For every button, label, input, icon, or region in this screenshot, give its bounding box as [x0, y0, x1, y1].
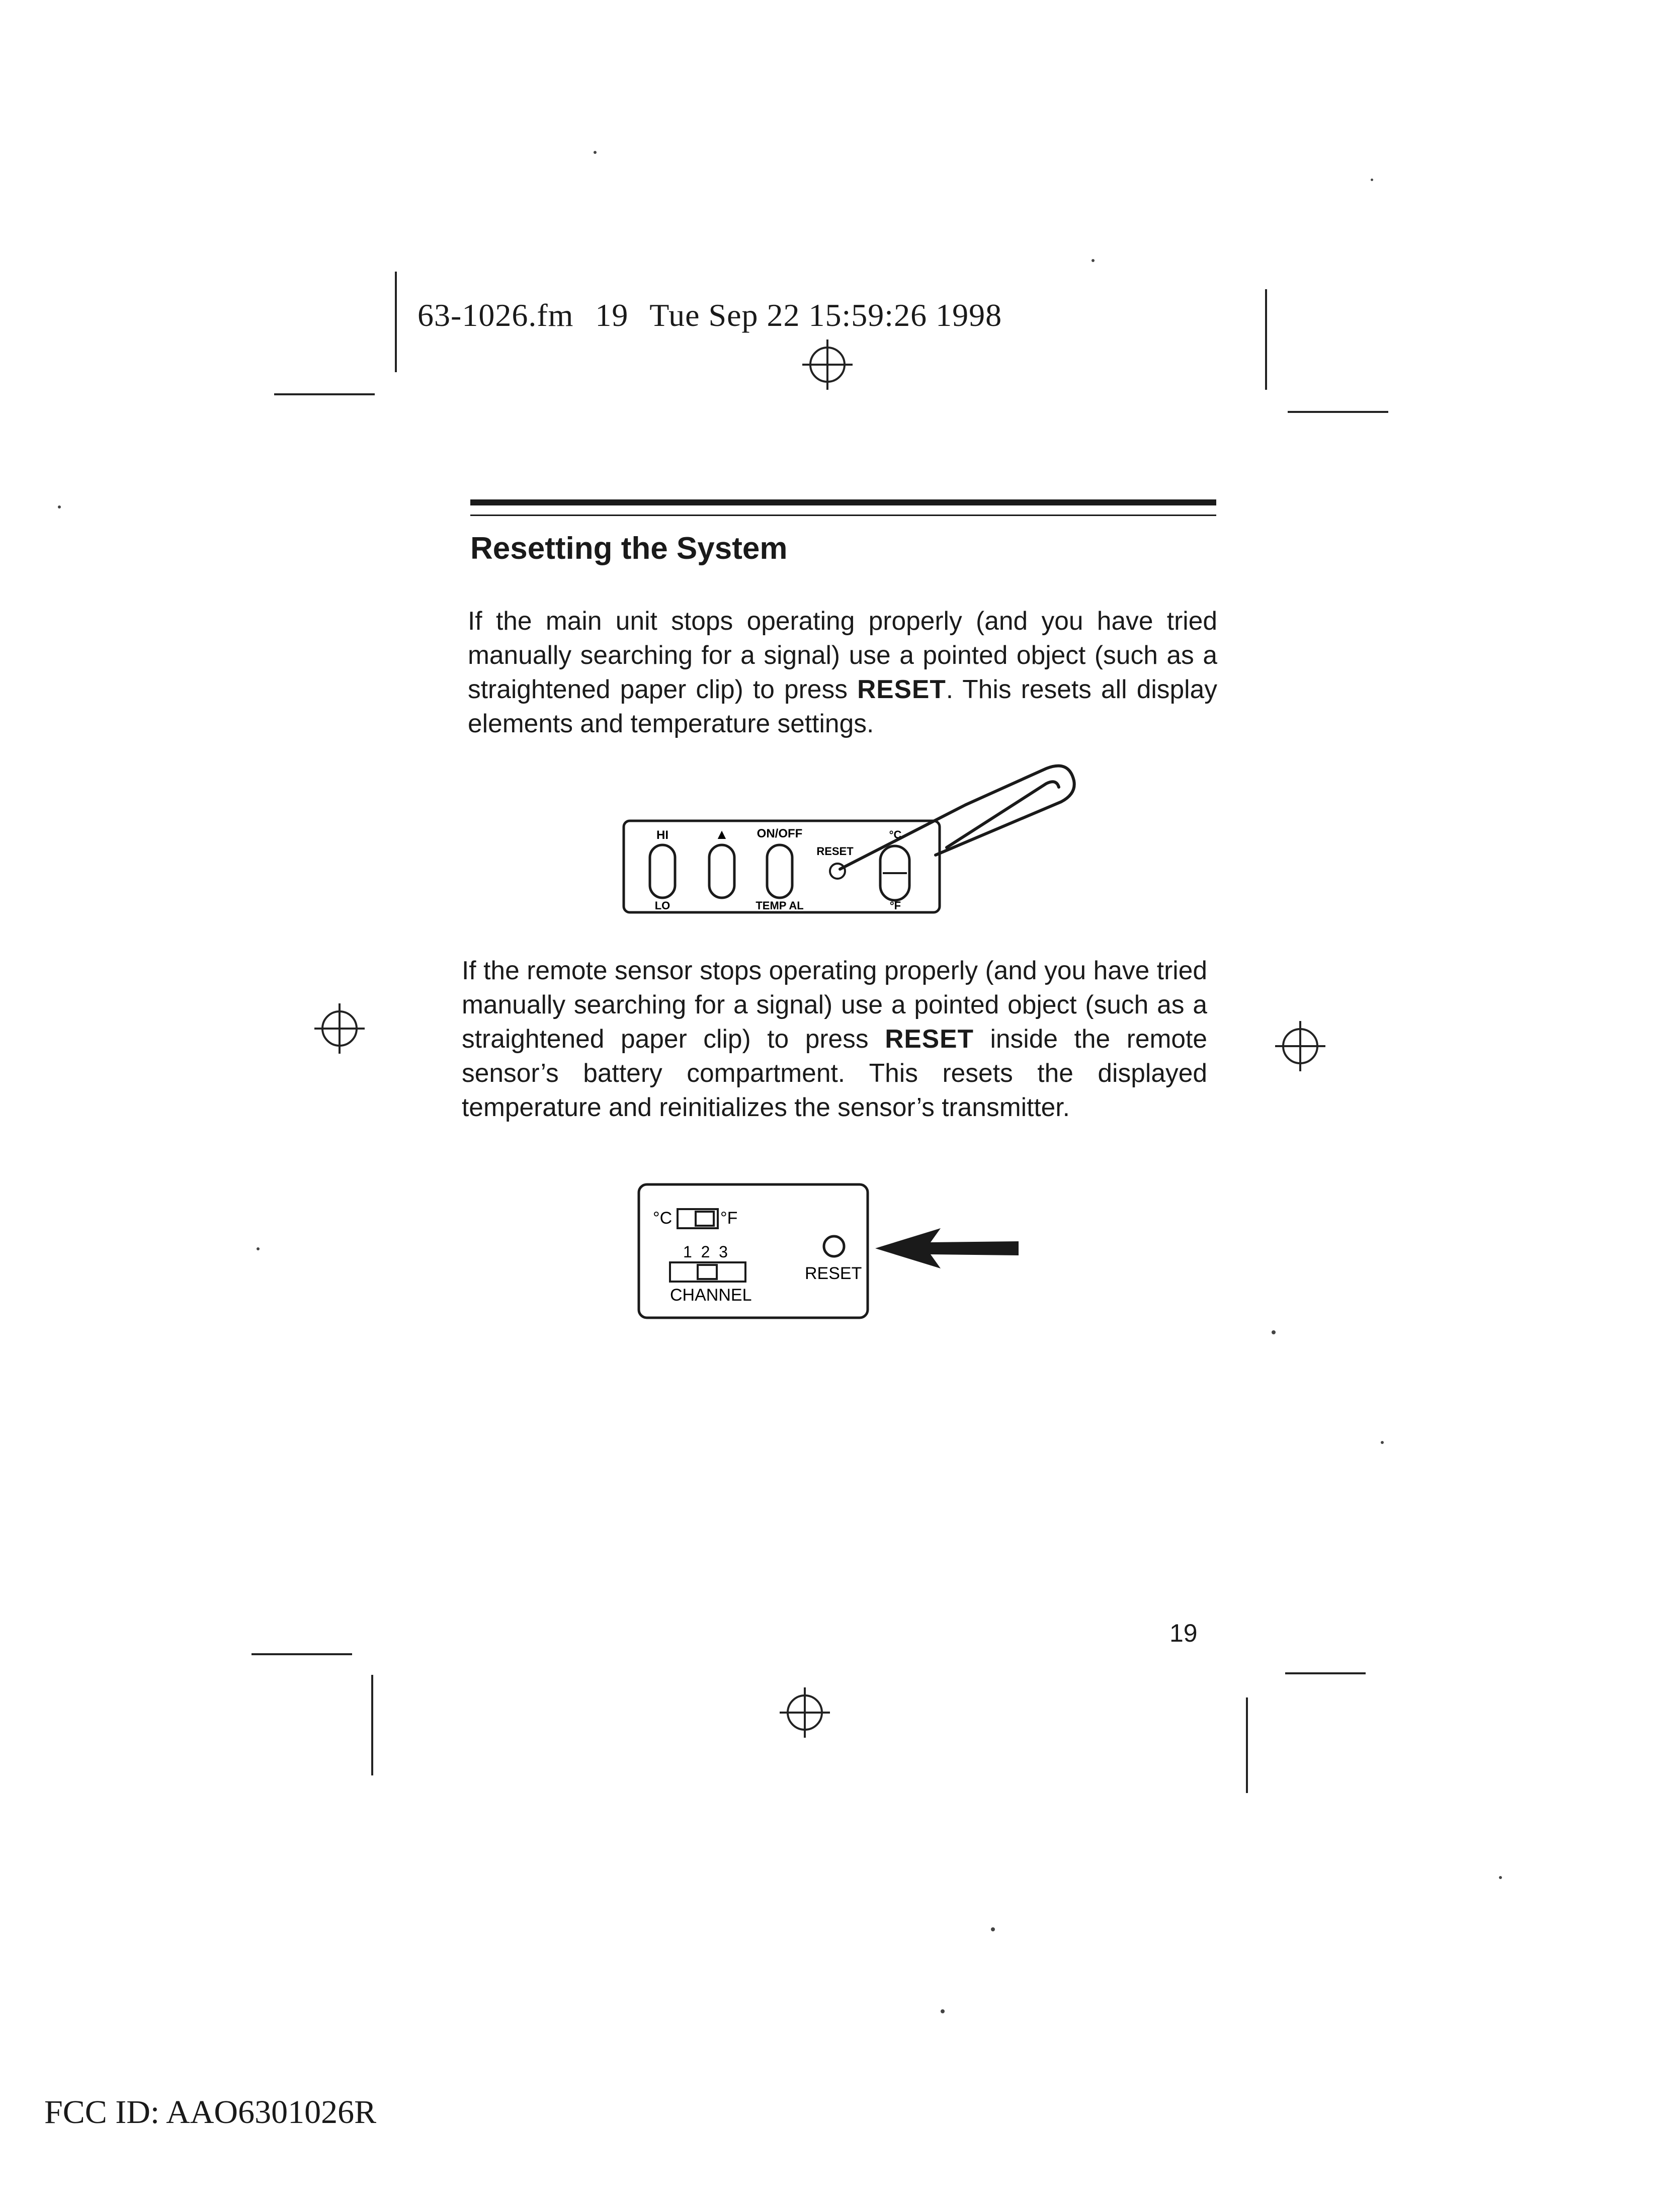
registration-mark-icon	[777, 1685, 832, 1740]
scan-speck	[257, 1247, 260, 1250]
paragraph-text: If the remote sensor stops operating properly (and you have tried manually searching for a signal) use a pointed object (such as a straightened paper clip) to press	[462, 956, 1207, 1053]
label-hi: HI	[656, 828, 668, 842]
label-f: °F	[720, 1209, 738, 1228]
paragraph-remote-sensor	[462, 953, 1207, 1124]
paragraph-main-unit	[468, 604, 1217, 740]
scan-speck	[941, 2009, 945, 2013]
label-temp-al: TEMP AL	[756, 899, 804, 912]
scan-speck	[1092, 259, 1095, 262]
label-channel: CHANNEL	[670, 1286, 752, 1305]
label-reset: RESET	[805, 1264, 862, 1283]
up-button	[709, 845, 734, 898]
paragraph-text: . This resets all display elements and temperature settings.	[468, 674, 1217, 738]
section-rule	[470, 499, 1216, 505]
label-channel-numbers: 1 2 3	[683, 1243, 728, 1261]
scan-speck	[58, 505, 61, 508]
print-header-datetime: Tue Sep 22 15:59:26 1998	[649, 297, 1002, 333]
figure-remote-sensor	[629, 1172, 1031, 1328]
crop-mark	[1285, 1672, 1366, 1674]
crop-mark	[251, 1653, 352, 1655]
scan-speck	[1371, 179, 1373, 181]
reset-keyword: RESET	[885, 1024, 974, 1053]
fcc-id: FCC ID: AAO6301026R	[44, 2094, 377, 2131]
label-on-off: ON/OFF	[757, 827, 803, 840]
print-header-page: 19	[595, 297, 629, 333]
print-header	[417, 297, 1015, 334]
label-up: ▲	[715, 826, 729, 842]
scan-speck	[594, 151, 597, 154]
registration-mark-icon	[312, 1001, 367, 1056]
arrow-left-icon	[875, 1228, 1019, 1268]
scan-speck	[1272, 1330, 1276, 1334]
label-lo: LO	[654, 899, 670, 912]
scan-speck	[991, 1927, 995, 1931]
label-c: °C	[889, 828, 902, 841]
scan-speck	[1381, 1441, 1384, 1444]
reset-keyword: RESET	[857, 674, 946, 704]
scan-speck	[1499, 1876, 1502, 1879]
print-header-filename: 63-1026.fm	[417, 297, 574, 333]
crop-mark	[1265, 289, 1267, 390]
section-rule-thin	[470, 515, 1216, 516]
crop-mark	[1246, 1697, 1248, 1793]
paper-clip-icon	[840, 766, 1074, 869]
section-title: Resetting the System	[470, 531, 788, 566]
crop-mark	[371, 1675, 373, 1775]
hi-lo-button	[650, 845, 675, 898]
reset-hole	[830, 864, 845, 879]
page-number: 19	[1169, 1619, 1198, 1647]
crop-mark	[274, 393, 375, 395]
paragraph-text: inside the remote sensor’s battery compartment. This resets the displayed temperature and reinitializes the sensor’s transmitter.	[462, 1024, 1207, 1122]
label-c: °C	[653, 1209, 673, 1228]
reset-hole	[824, 1236, 844, 1256]
label-f: °F	[889, 899, 901, 912]
figure-main-unit	[614, 759, 1097, 925]
paragraph-text: If the main unit stops operating properly (and you have tried manually searching for a signal) use a pointed object (such as a straightened paper clip) to press	[468, 606, 1217, 704]
crop-mark	[1288, 411, 1388, 413]
crop-mark	[395, 272, 397, 372]
registration-mark-icon	[800, 337, 855, 392]
registration-mark-icon	[1273, 1018, 1328, 1074]
label-reset: RESET	[816, 845, 854, 858]
on-off-temp-al-button	[767, 845, 792, 898]
